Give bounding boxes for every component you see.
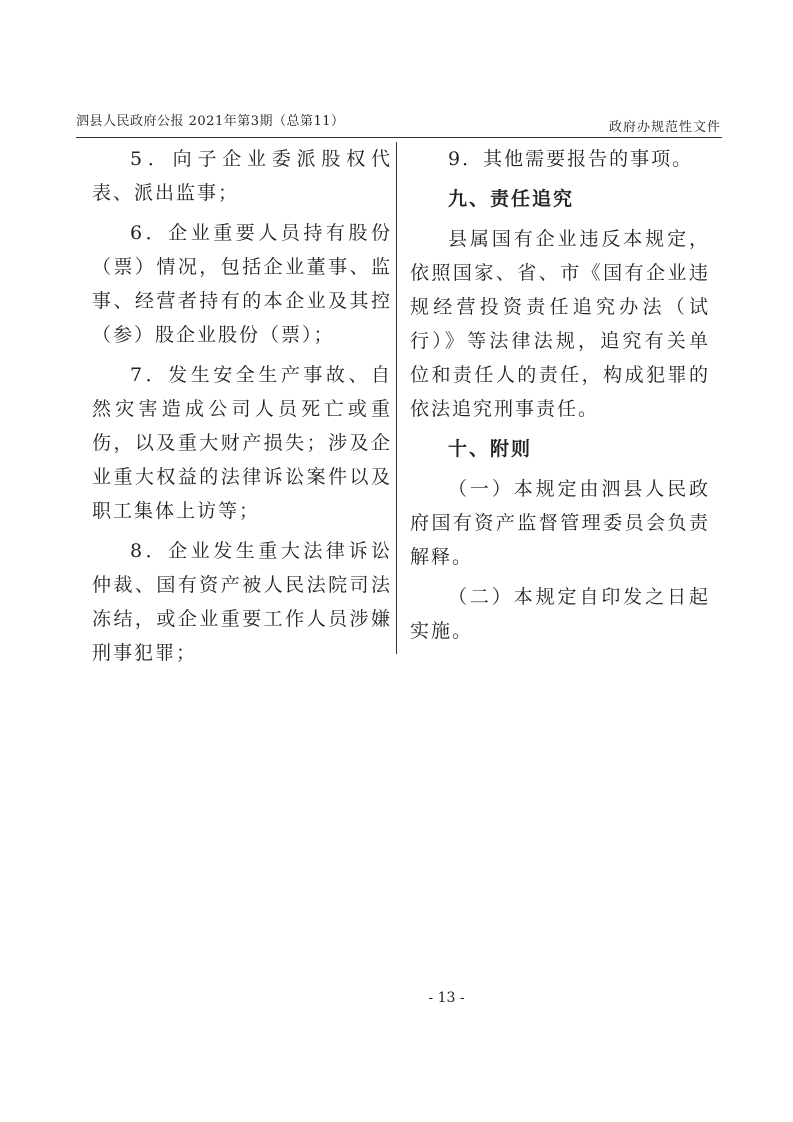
section-heading-accountability: 九、责任追究 [448, 188, 575, 210]
item-5: 5．向子企业委派股权代表、派出监事； [92, 148, 392, 204]
document-category: 政府办规范性文件 [608, 120, 721, 135]
item-6: 6．企业重要人员持有股份（票）情况，包括企业董事、监事、经营者持有的本企业及其控（参）股企业股份（票）； [92, 222, 392, 346]
section-heading-supplementary: 十、附则 [448, 438, 533, 460]
item-7: 7．发生安全生产事故、自然灾害造成公司人员死亡或重伤，以及重大财产损失；涉及企业重大权益的法律诉讼案件以及职工集体上访等； [92, 364, 392, 522]
page-number: - 13 - [428, 990, 465, 1006]
bulletin-title: 泗县人民政府公报 2021年第3期（总第11） [76, 114, 345, 129]
supplementary-item-2: （二）本规定自印发之日起实施。 [410, 586, 710, 642]
column-divider [396, 142, 397, 654]
left-column [92, 142, 392, 676]
supplementary-item-1: （一）本规定由泗县人民政府国有资产监督管理委员会负责解释。 [410, 478, 710, 568]
right-column [410, 142, 710, 654]
item-9: 9．其他需要报告的事项。 [448, 148, 694, 170]
accountability-paragraph: 县属国有企业违反本规定，依照国家、省、市《国有企业违规经营投资责任追究办法（试行）》等法律法规，追究有关单位和责任人的责任，构成犯罪的依法追究刑事责任。 [410, 228, 710, 420]
item-8: 8．企业发生重大法律诉讼仲裁、国有资产被人民法院司法冻结，或企业重要工作人员涉嫌刑事犯罪； [92, 540, 392, 664]
header-divider [76, 137, 722, 138]
